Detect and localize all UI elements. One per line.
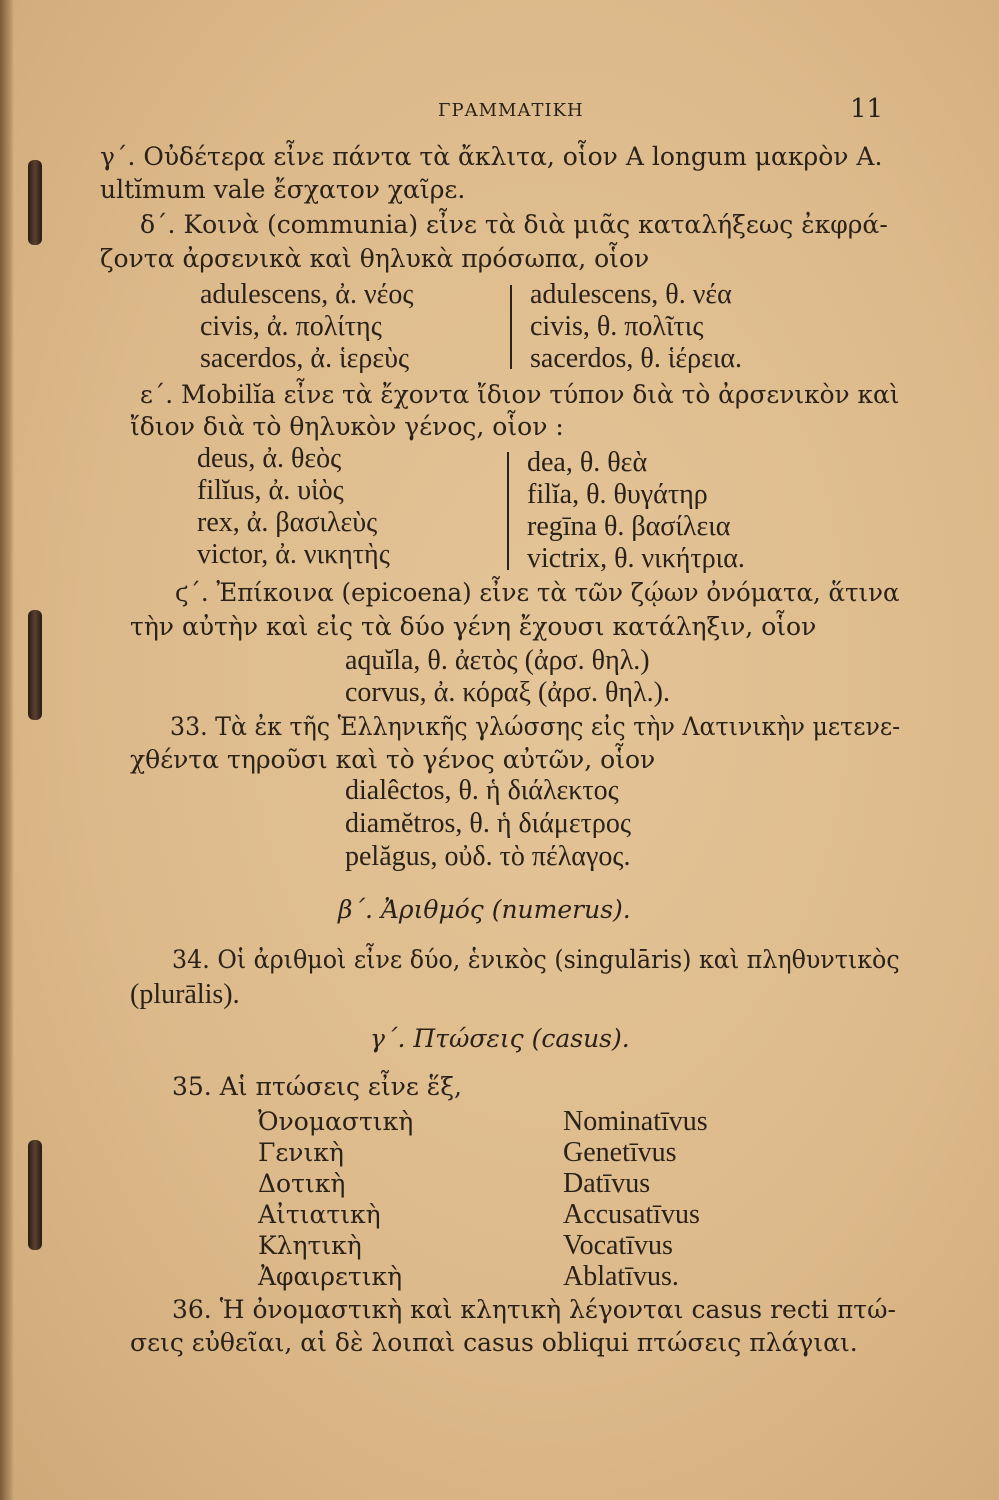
table-row: dea, θ. θεὰ xyxy=(527,447,648,478)
table-row: filĭa, θ. θυγάτηρ xyxy=(527,479,708,510)
table-row: victrix, θ. νικήτρια. xyxy=(527,543,745,574)
case-name-greek: Ὀνομαστικὴ xyxy=(258,1107,414,1136)
text-line: ε΄. Mobilĭa εἶνε τὰ ἔχοντα ἴδιον τύπον διὰ τὸ ἀρσενικὸν καὶ xyxy=(140,380,900,409)
text-line: ultĭmum vale ἔσχατον χαῖρε. xyxy=(100,175,466,204)
case-name-latin: Nominatīvus xyxy=(563,1106,708,1137)
example-line: aquĭla, θ. ἀετὸς (ἀρσ. θηλ.) xyxy=(345,645,650,676)
page-number: 11 xyxy=(850,94,884,124)
text-line: 36. Ἡ ὀνομαστικὴ καὶ κλητικὴ λέγονται casus recti πτώ- xyxy=(172,1295,896,1324)
text-line: δ΄. Κοινὰ (communia) εἶνε τὰ διὰ μιᾶς καταλήξεως ἐκφρά- xyxy=(140,210,888,239)
case-name-latin: Datīvus xyxy=(563,1168,651,1199)
table-row: adulescens, ἀ. νέος xyxy=(200,279,414,310)
table-row: filĭus, ἀ. υἱὸς xyxy=(197,475,344,506)
table-row: victor, ἀ. νικητὴς xyxy=(197,539,390,570)
table-row: adulescens, θ. νέα xyxy=(530,279,732,310)
section-heading: γ΄. Πτώσεις (casus). xyxy=(370,1024,630,1053)
text-line: (plurālis). xyxy=(130,979,240,1010)
case-name-greek: Αἰτιατικὴ xyxy=(258,1200,381,1229)
example-line: pelăgus, οὐδ. τὸ πέλαγος. xyxy=(345,841,631,872)
text-line: σεις εὐθεῖαι, αἱ δὲ λοιπαὶ casus obliqui πτώσεις πλάγιαι. xyxy=(130,1328,858,1357)
running-header: ΓΡΑΜΜΑΤΙΚΗ xyxy=(438,100,584,121)
table-row: sacerdos, ἀ. ἱερεὺς xyxy=(200,343,410,374)
text-line: τὴν αὐτὴν καὶ εἰς τὰ δύο γένη ἔχουσι κατάληξιν, οἷον xyxy=(130,612,817,641)
case-name-latin: Accusatīvus xyxy=(563,1199,700,1230)
case-name-greek: Δοτικὴ xyxy=(258,1169,346,1198)
text-line: ζοντα ἀρσενικὰ καὶ θηλυκὰ πρόσωπα, οἷον xyxy=(100,244,650,273)
case-name-greek: Ἀφαιρετικὴ xyxy=(258,1262,403,1291)
table-row: deus, ἀ. θεὸς xyxy=(197,443,342,474)
case-name-greek: Κλητικὴ xyxy=(258,1231,362,1260)
text-line: ἴδιον διὰ τὸ θηλυκὸν γένος, οἷον : xyxy=(130,412,564,441)
table-row: sacerdos, θ. ἱέρεια. xyxy=(530,343,743,374)
text-line: ϛ΄. Ἐπίκοινα (epicoena) εἶνε τὰ τῶν ζῴων ὀνόματα, ἅτινα xyxy=(175,578,900,607)
binding-thread xyxy=(28,610,42,720)
text-line: 35. Αἱ πτώσεις εἶνε ἕξ, xyxy=(172,1072,462,1101)
case-name-latin: Vocatīvus xyxy=(563,1230,673,1261)
table-row: civis, θ. πολῖτις xyxy=(530,311,704,342)
example-line: dialêctos, θ. ἡ διάλεκτος xyxy=(345,775,619,806)
table-row: civis, ἀ. πολίτης xyxy=(200,311,382,342)
table-row: regīna θ. βασίλεια xyxy=(527,511,731,542)
binding-thread xyxy=(28,160,42,245)
case-name-greek: Γενικὴ xyxy=(258,1138,344,1167)
table-row: rex, ἀ. βασιλεὺς xyxy=(197,507,378,538)
example-line: corvus, ἀ. κόραξ (ἀρσ. θηλ.). xyxy=(345,677,670,708)
text-line: χθέντα τηροῦσι καὶ τὸ γένος αὐτῶν, οἷον xyxy=(130,745,656,774)
text-line: γ΄. Οὐδέτερα εἶνε πάντα τὰ ἄκλιτα, οἷον A longum μακρὸν A. xyxy=(100,142,883,171)
text-line: 34. Οἱ ἀριθμοὶ εἶνε δύο, ἑνικὸς (singulāris) καὶ πληθυντικὸς xyxy=(172,945,900,974)
column-divider xyxy=(507,452,509,570)
column-divider xyxy=(510,285,512,369)
text-line: 33. Τὰ ἐκ τῆς Ἑλληνικῆς γλώσσης εἰς τὴν Λατινικὴν μετενε- xyxy=(170,712,901,741)
binding-thread xyxy=(28,1140,42,1250)
section-heading: β΄. Ἀριθμός (numerus). xyxy=(338,895,631,924)
example-line: diamĕtros, θ. ἡ διάμετρος xyxy=(345,808,631,839)
case-name-latin: Ablatīvus. xyxy=(563,1261,679,1292)
case-name-latin: Genetīvus xyxy=(563,1137,677,1168)
page-spine-shadow xyxy=(0,0,14,1500)
